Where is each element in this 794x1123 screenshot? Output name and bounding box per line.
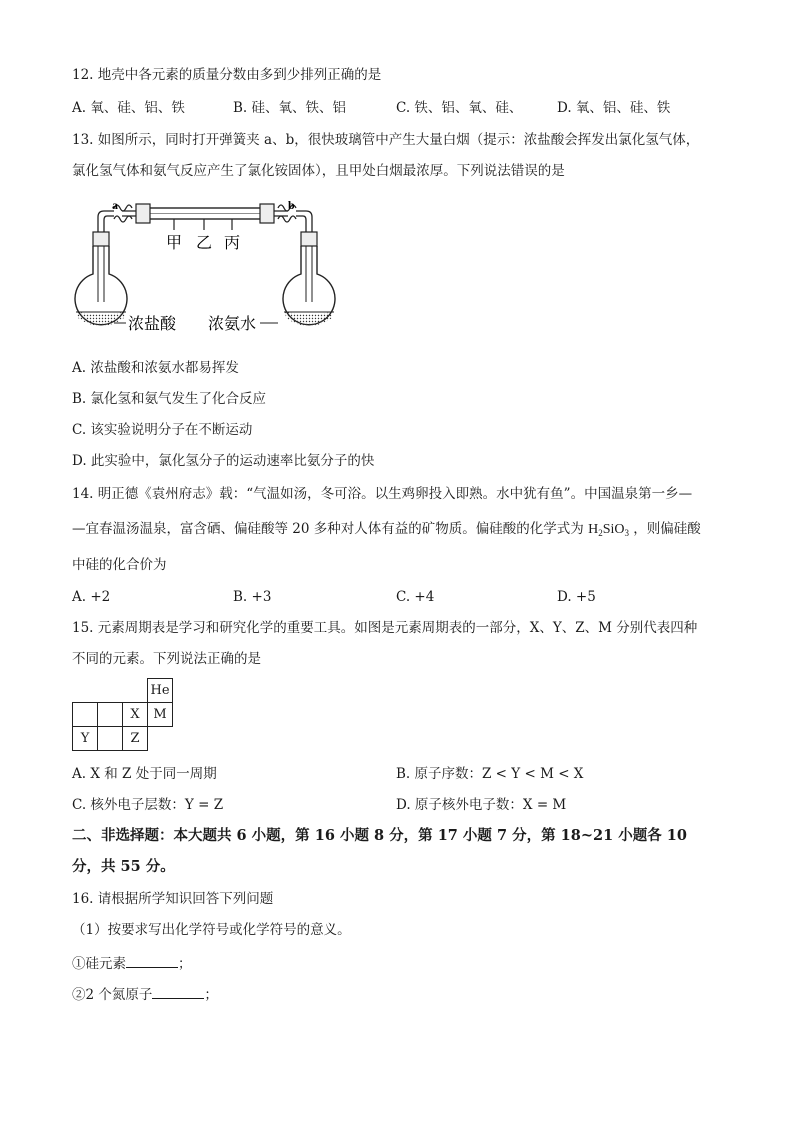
q13-stem-line1: 13. 如图所示，同时打开弹簧夹 a、b，很快玻璃管中产生大量白烟（提示：浓盐酸会挥发出氯化氢气体， [72, 132, 700, 148]
q16-item2 [72, 984, 218, 1004]
q16-item1 [72, 953, 192, 973]
section2-heading-line1: 二、非选择题：本大题共 6 小题，第 16 小题 8 分，第 17 小题 7 分，第 18~21 小题各 10 [72, 827, 687, 844]
q16-item2-label: ②2 个氮原子 [72, 987, 153, 1003]
q14-stem-line2-text: —宜春温汤温泉，富含硒、偏硅酸等 20 多种对人体有益的矿物质。偏硅酸的化学式为 [72, 521, 584, 537]
q16-item1-punct: ； [178, 956, 192, 972]
q14-stem-line2 [72, 520, 701, 542]
left-flask [75, 246, 127, 326]
periodic-table-fragment [72, 678, 173, 751]
q13-option-c: C. 该实验说明分子在不断运动 [72, 422, 253, 438]
cell-empty [73, 703, 98, 727]
formula-h-sub: 2 [598, 528, 603, 538]
q12-option-c: C. 铁、铝、氧、硅、 [396, 100, 523, 116]
q12-option-d: D. 氧、铝、硅、铁 [557, 100, 671, 116]
q12-option-b: B. 硅、氧、铁、铝 [233, 100, 347, 116]
label-conc-ammonia: 浓氨水 [208, 314, 257, 333]
mark-jia: 甲 [166, 233, 183, 252]
label-conc-hcl: 浓盐酸 [128, 314, 177, 333]
q13-option-a: A. 浓盐酸和浓氨水都易挥发 [72, 360, 239, 376]
cell-x: X [123, 703, 148, 727]
q16-sub1: （1）按要求写出化学符号或化学符号的意义。 [72, 922, 351, 938]
cell-he: He [148, 679, 173, 703]
apparatus-figure [74, 194, 336, 344]
cell-m: M [148, 703, 173, 727]
q14-option-a: A. +2 [72, 589, 111, 605]
formula-sio: SiO [602, 522, 625, 537]
q13-stem-line2: 氯化氢气体和氨气反应产生了氯化铵固体），且甲处白烟最浓厚。下列说法错误的是 [72, 163, 565, 179]
q15-option-a: A. X 和 Z 处于同一周期 [72, 766, 217, 782]
q15-option-c: C. 核外电子层数：Y = Z [72, 797, 224, 813]
q16-item1-label: ①硅元素 [72, 956, 126, 972]
answer-blank[interactable] [152, 984, 204, 999]
q16-item2-punct: ； [204, 987, 218, 1003]
mark-bing: 丙 [224, 233, 241, 252]
q15-stem-line1: 15. 元素周期表是学习和研究化学的重要工具。如图是元素周期表的一部分，X、Y、Z、M 分别代表四种 [72, 620, 698, 636]
formula-h: H [588, 522, 599, 537]
q13-option-d: D. 此实验中，氯化氢分子的运动速率比氨分子的快 [72, 453, 375, 469]
q14-stem-line1: 14. 明正德《袁州府志》载：“气温如汤，冬可浴。以生鸡卵投入即熟。水中犹有鱼”。中国温泉第一乡— [72, 486, 693, 502]
answer-blank[interactable] [126, 953, 178, 968]
q16-stem: 16. 请根据所学知识回答下列问题 [72, 891, 274, 907]
clamp-a-label: a [112, 198, 118, 212]
q12-option-a: A. 氧、硅、铝、铁 [72, 100, 185, 116]
q14-option-c: C. +4 [396, 589, 435, 605]
q15-option-d: D. 原子核外电子数：X = M [396, 797, 567, 813]
q15-option-b: B. 原子序数：Z < Y < M < X [396, 766, 584, 782]
cell-empty [98, 727, 123, 751]
q14-option-d: D. +5 [557, 589, 596, 605]
q13-option-b: B. 氯化氢和氨气发生了化合反应 [72, 391, 267, 407]
cell-empty [98, 703, 123, 727]
section2-heading-line2: 分，共 55 分。 [72, 858, 175, 875]
cell-y: Y [73, 727, 98, 751]
mark-yi: 乙 [196, 233, 213, 252]
q12-stem: 12. 地壳中各元素的质量分数由多到少排列正确的是 [72, 67, 382, 83]
formula-o-sub: 3 [624, 528, 629, 538]
clamp-b-label: b [288, 198, 295, 212]
q14-stem-line3: 中硅的化合价为 [72, 557, 167, 573]
q15-stem-line2: 不同的元素。下列说法正确的是 [72, 651, 261, 667]
metasilicic-acid-formula [588, 522, 629, 537]
q14-stem-line2-tail: ，则偏硅酸 [633, 521, 701, 537]
q14-option-b: B. +3 [233, 589, 272, 605]
cell-z: Z [123, 727, 148, 751]
right-flask [283, 246, 335, 326]
